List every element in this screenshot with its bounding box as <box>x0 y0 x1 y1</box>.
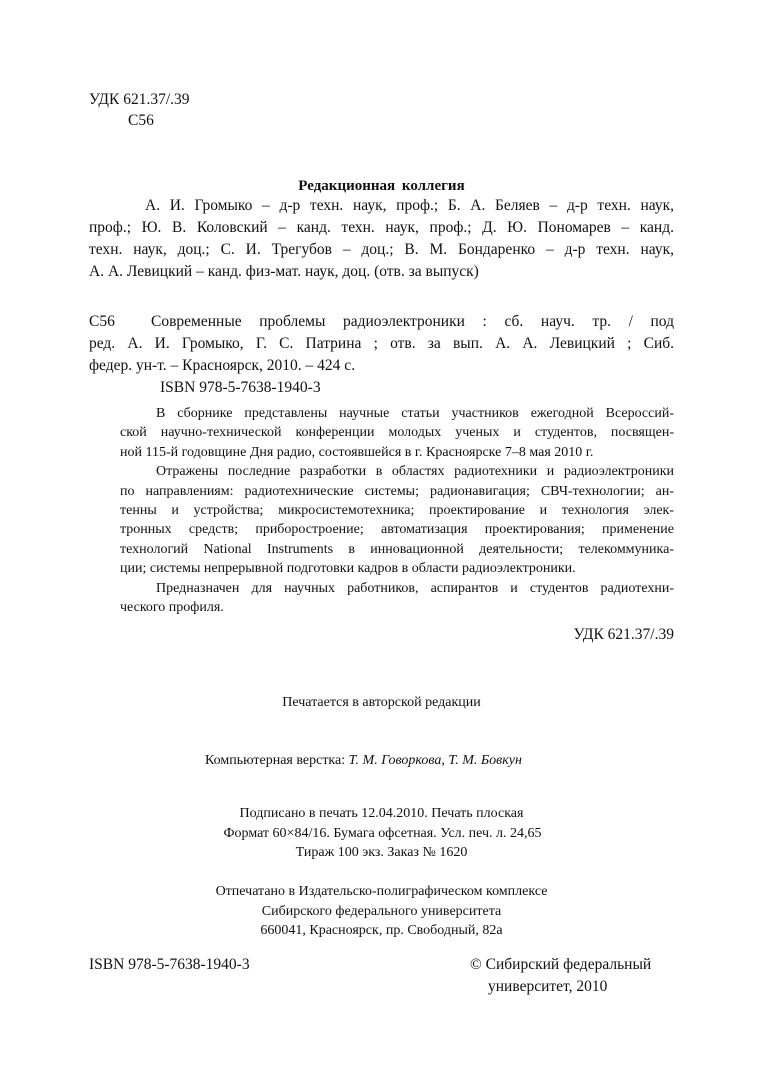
abstract-line: Отражены последние разработки в областях радиотехники и радиоэлектроники <box>156 464 674 480</box>
abstract-line: ской научно-технической конференции молодых ученых и студентов, посвящен- <box>120 425 674 441</box>
author-edition-note: Печатается в авторской редакции <box>282 695 481 710</box>
bibliographic-entry <box>89 311 674 399</box>
editorial-board-line: проф.; Ю. В. Коловский – канд. техн. наук, проф.; Д. Ю. Пономарев – канд. <box>89 219 674 236</box>
copyright-notice <box>470 954 651 998</box>
entry-line: Современные проблемы радиоэлектроники : сб. науч. тр. / под <box>151 313 674 330</box>
imprint-block <box>89 804 674 863</box>
copyright-line: © Сибирский федеральный <box>470 956 652 973</box>
abstract-line: по направлениям: радиотехнические системы; радионавигация; СВЧ-технологии; ан- <box>120 483 674 499</box>
udk-bottom: УДК 621.37/.39 <box>573 626 674 643</box>
abstract-line: ной 115-й годовщине Дня радио, состоявшейся в г. Красноярске 7–8 мая 2010 г. <box>120 444 594 460</box>
editorial-board-heading: Редакционная коллегия <box>298 178 465 194</box>
abstract-line: Предназначен для научных работников, аспирантов и студентов радиотехни- <box>156 580 674 596</box>
layout-credit-name: Т. М. Бовкун <box>448 753 522 768</box>
printer-block <box>89 882 674 941</box>
copyright-line: университет, 2010 <box>488 978 608 995</box>
entry-isbn: ISBN 978-5-7638-1940-3 <box>160 379 321 396</box>
imprint-line: Тираж 100 экз. Заказ № 1620 <box>295 845 468 860</box>
layout-credit <box>205 751 522 770</box>
entry-line: ред. А. И. Громыко, Г. С. Патрина ; отв. за вып. А. А. Левицкий ; Сиб. <box>89 335 674 352</box>
abstract-line: тронных средств; приборостроение; автоматизация проектирования; применение <box>120 522 674 538</box>
layout-credit-name: Т. М. Говоркова <box>348 753 442 768</box>
abstract-line: технологий National Instruments в инновационной деятельности; телекоммуника- <box>120 541 674 557</box>
editorial-board-line: А. И. Громыко – д-р техн. наук, проф.; Б. А. Беляев – д-р техн. наук, <box>145 197 674 214</box>
printer-line: Отпечатано в Издательско-полиграфическом комплексе <box>215 884 548 899</box>
editorial-board-line: техн. наук, доц.; С. И. Трегубов – доц.; В. М. Бондаренко – д-р техн. наук, <box>89 241 674 258</box>
editorial-board-line: А. А. Левицкий – канд. физ-мат. наук, доц. (отв. за выпуск) <box>89 263 479 280</box>
printer-line: Сибирского федерального университета <box>261 903 502 919</box>
abstract-line: тенны и устройства; микросистемотехника; проектирование и технология элек- <box>120 503 674 519</box>
imprint-line: Формат 60×84/16. Бумага офсетная. Усл. печ. л. 24,65 <box>223 825 542 841</box>
printer-line: 660041, Красноярск, пр. Свободный, 82а <box>260 923 503 938</box>
udk-top: УДК 621.37/.39 <box>89 91 190 108</box>
abstract <box>120 404 674 617</box>
editorial-board-members <box>89 195 674 283</box>
isbn-bottom: ISBN 978-5-7638-1940-3 <box>89 956 250 973</box>
abstract-line: ческого профиля. <box>120 600 224 616</box>
author-code-top: С56 <box>128 112 154 129</box>
entry-author-code: С56 <box>89 313 115 330</box>
abstract-line: ции; системы непрерывной подготовки кадров в области радиоэлектроники. <box>120 561 576 577</box>
entry-line: федер. ун-т. – Красноярск, 2010. – 424 с. <box>89 357 356 374</box>
layout-credit-label: Компьютерная верстка: <box>205 753 349 768</box>
imprint-line: Подписано в печать 12.04.2010. Печать плоская <box>239 806 524 821</box>
layout-credit-separator: , <box>441 753 449 768</box>
abstract-line: В сборнике представлены научные статьи участников ежегодной Всероссий- <box>156 406 674 421</box>
